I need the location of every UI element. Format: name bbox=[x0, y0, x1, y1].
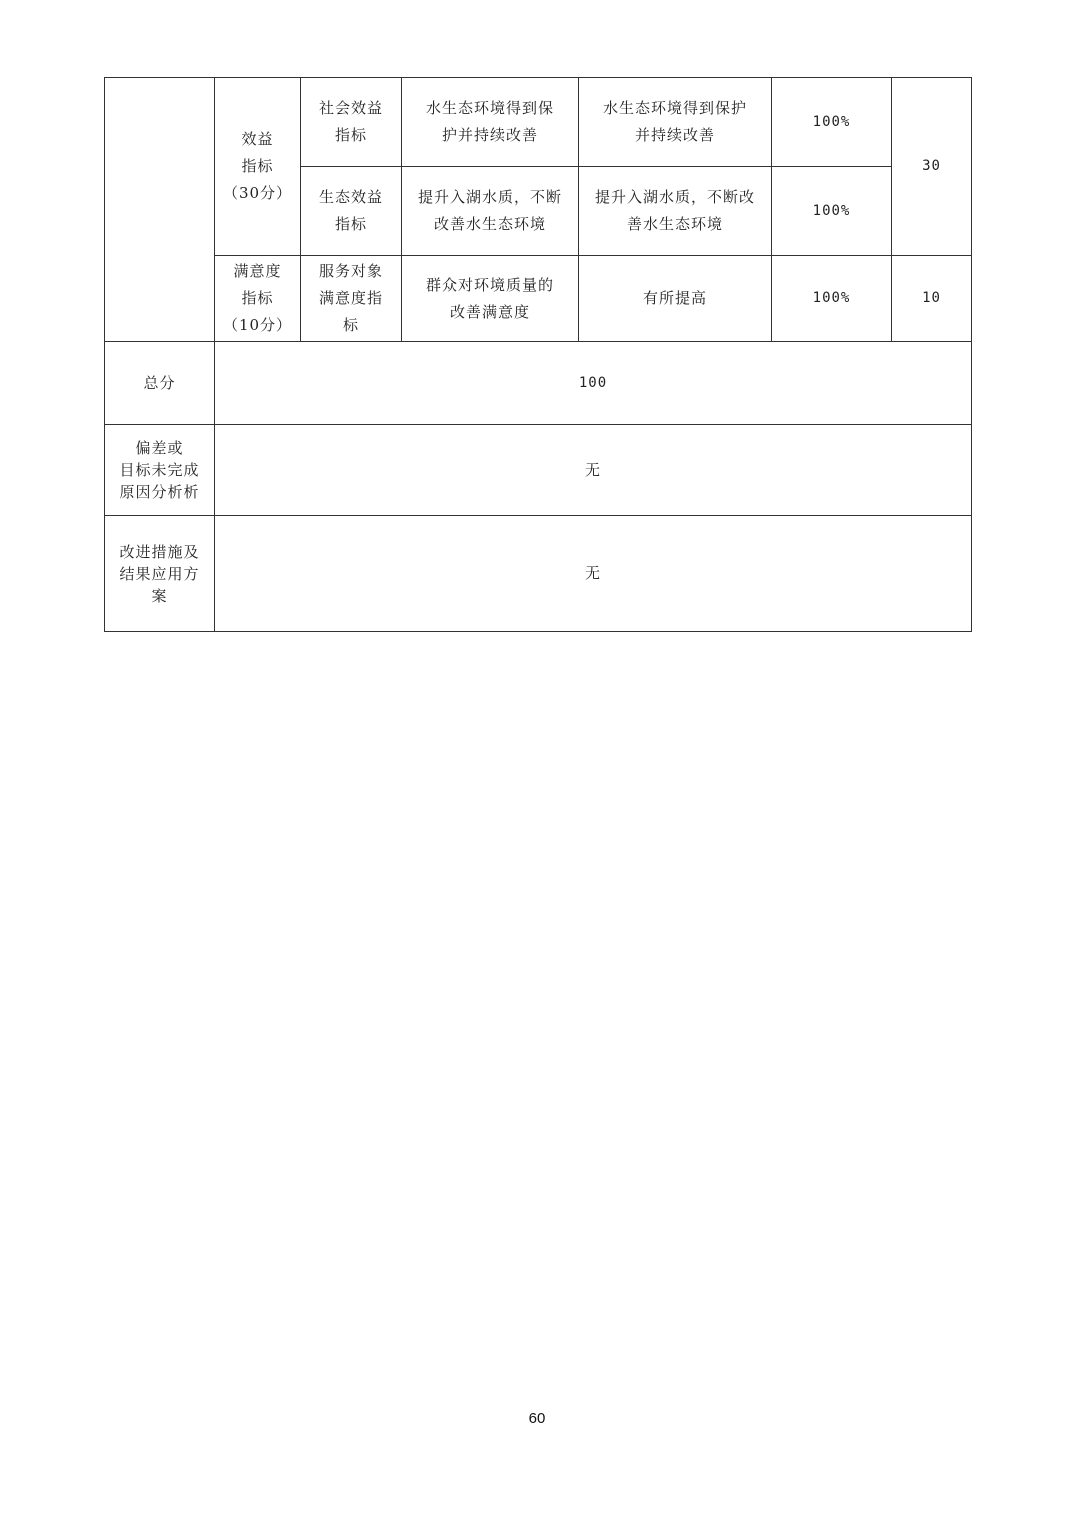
table-row bbox=[105, 516, 972, 632]
performance-evaluation-table bbox=[104, 77, 972, 632]
table-row bbox=[105, 342, 972, 425]
deviation-label: 偏差或 目标未完成 原因分析析 bbox=[105, 425, 215, 516]
benefit-score: 30 bbox=[892, 78, 972, 256]
table-row bbox=[105, 256, 972, 342]
page-number: 60 bbox=[528, 1410, 546, 1427]
table-row bbox=[105, 425, 972, 516]
satisfaction-subcategory: 服务对象 满意度指 标 bbox=[301, 256, 402, 342]
satisfaction-target: 有所提高 bbox=[579, 256, 772, 342]
improvement-value: 无 bbox=[215, 516, 972, 632]
social-benefit-completion: 100% bbox=[772, 78, 892, 167]
ecological-benefit-subcategory: 生态效益 指标 bbox=[301, 167, 402, 256]
satisfaction-score: 10 bbox=[892, 256, 972, 342]
benefit-category-cell: 效益 指标 （30分） bbox=[215, 78, 301, 256]
ecological-benefit-completion: 100% bbox=[772, 167, 892, 256]
deviation-value: 无 bbox=[215, 425, 972, 516]
social-benefit-subcategory: 社会效益 指标 bbox=[301, 78, 402, 167]
level1-blank-cell bbox=[105, 78, 215, 342]
social-benefit-indicator: 水生态环境得到保 护并持续改善 bbox=[402, 78, 579, 167]
social-benefit-target: 水生态环境得到保护 并持续改善 bbox=[579, 78, 772, 167]
ecological-benefit-target: 提升入湖水质，不断改 善水生态环境 bbox=[579, 167, 772, 256]
ecological-benefit-indicator: 提升入湖水质，不断 改善水生态环境 bbox=[402, 167, 579, 256]
satisfaction-indicator: 群众对环境质量的 改善满意度 bbox=[402, 256, 579, 342]
satisfaction-completion: 100% bbox=[772, 256, 892, 342]
satisfaction-category-cell: 满意度 指标 （10分） bbox=[215, 256, 301, 342]
total-value: 100 bbox=[215, 342, 972, 425]
table-row bbox=[105, 78, 972, 167]
total-label: 总分 bbox=[105, 342, 215, 425]
improvement-label: 改进措施及 结果应用方 案 bbox=[105, 516, 215, 632]
